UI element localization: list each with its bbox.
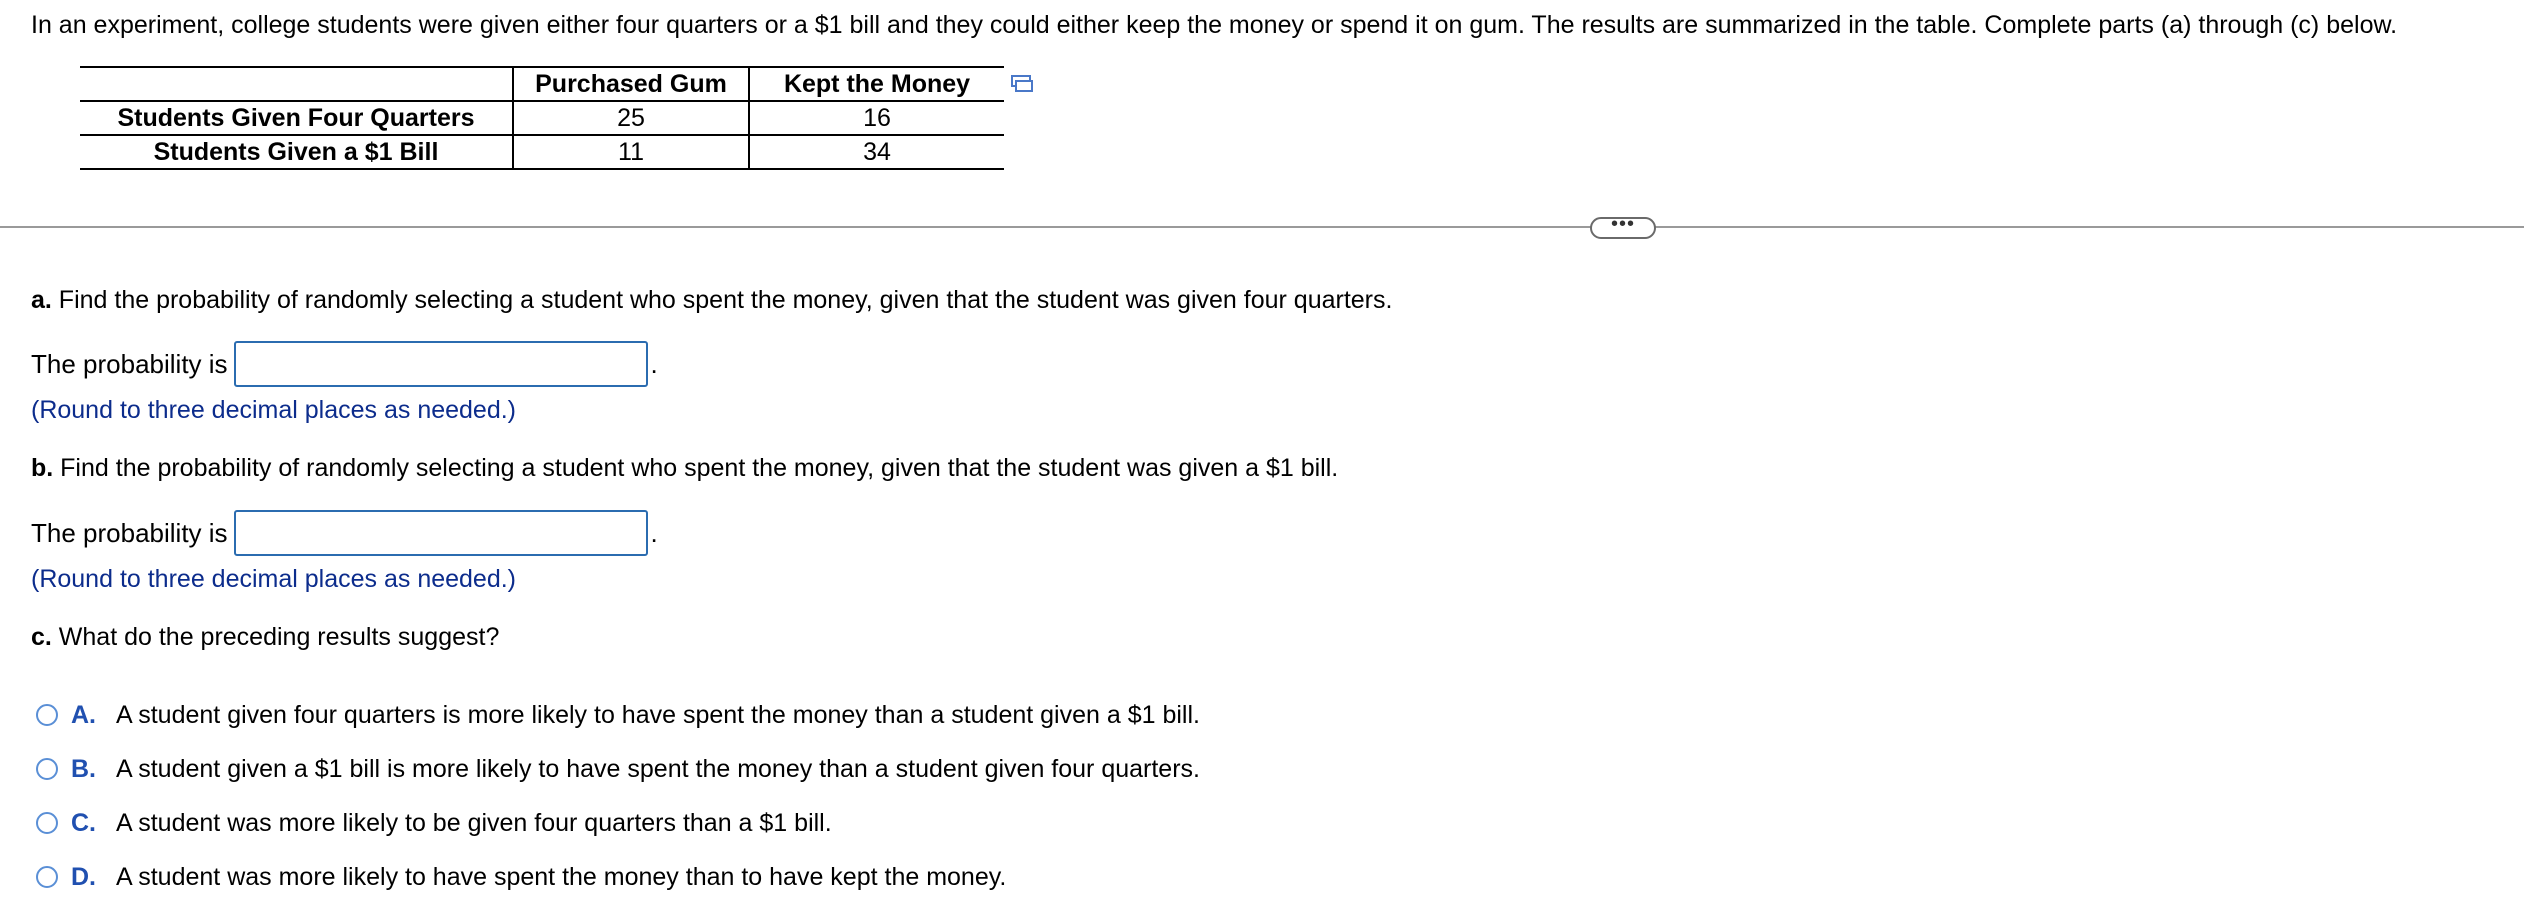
question-b-text: Find the probability of randomly selecting a student who spent the money, given that the student was given a $1 bill. xyxy=(53,454,1339,482)
question-a-text: Find the probability of randomly selecting a student who spent the money, given that the student was given four quarters. xyxy=(51,286,1393,314)
question-c xyxy=(31,620,499,654)
option-c-letter: C. xyxy=(71,809,96,837)
option-b[interactable] xyxy=(36,752,1200,786)
copy-table-icon[interactable] xyxy=(1011,75,1033,93)
probability-input-a[interactable] xyxy=(234,341,648,387)
probability-input-b[interactable] xyxy=(234,510,648,556)
option-a-letter: A. xyxy=(71,701,96,729)
table-cell: 11 xyxy=(513,135,749,169)
table-corner xyxy=(80,67,513,101)
radio-option-a[interactable] xyxy=(36,704,58,726)
col-header-kept-money: Kept the Money xyxy=(749,67,1004,101)
answer-a-period: . xyxy=(650,349,658,379)
option-d-text: A student was more likely to have spent the money than to have kept the money. xyxy=(116,863,1007,891)
question-b xyxy=(31,451,1338,485)
question-b-letter: b. xyxy=(31,454,54,482)
question-a xyxy=(31,283,1392,317)
table-row xyxy=(80,101,1004,135)
answer-a-prefix: The probability is xyxy=(31,349,228,379)
option-d[interactable] xyxy=(36,860,1006,894)
problem-intro: In an experiment, college students were given either four quarters or a $1 bill and they could either keep the money or spend it on gum. The results are summarized in the table. Complete parts (a) through (c) below. xyxy=(31,11,2398,39)
option-a-text: A student given four quarters is more likely to have spent the money than a student given a $1 bill. xyxy=(116,701,1200,729)
row-header-four-quarters: Students Given Four Quarters xyxy=(80,101,513,135)
row-header-dollar-bill: Students Given a $1 Bill xyxy=(80,135,513,169)
rounding-hint-b: (Round to three decimal places as needed.) xyxy=(31,565,517,593)
table-row xyxy=(80,135,1004,169)
radio-option-d[interactable] xyxy=(36,866,58,888)
answer-row-a xyxy=(31,341,658,387)
option-d-letter: D. xyxy=(71,863,96,891)
table-cell: 16 xyxy=(749,101,1004,135)
answer-row-b xyxy=(31,510,658,556)
table-cell: 25 xyxy=(513,101,749,135)
radio-option-c[interactable] xyxy=(36,812,58,834)
table-cell: 34 xyxy=(749,135,1004,169)
more-options-button[interactable]: ••• xyxy=(1590,217,1656,239)
results-table xyxy=(80,66,1004,170)
rounding-hint-a: (Round to three decimal places as needed.) xyxy=(31,396,517,424)
section-divider xyxy=(0,226,2524,228)
question-a-letter: a. xyxy=(31,286,52,314)
answer-b-prefix: The probability is xyxy=(31,518,228,548)
option-b-text: A student given a $1 bill is more likely to have spent the money than a student given four quarters. xyxy=(116,755,1200,783)
answer-b-period: . xyxy=(650,518,658,548)
radio-option-b[interactable] xyxy=(36,758,58,780)
question-c-text: What do the preceding results suggest? xyxy=(51,623,500,651)
option-c[interactable] xyxy=(36,806,832,840)
question-c-letter: c. xyxy=(31,623,52,651)
option-b-letter: B. xyxy=(71,755,96,783)
option-c-text: A student was more likely to be given four quarters than a $1 bill. xyxy=(116,809,832,837)
col-header-purchased-gum: Purchased Gum xyxy=(513,67,749,101)
option-a[interactable] xyxy=(36,698,1200,732)
